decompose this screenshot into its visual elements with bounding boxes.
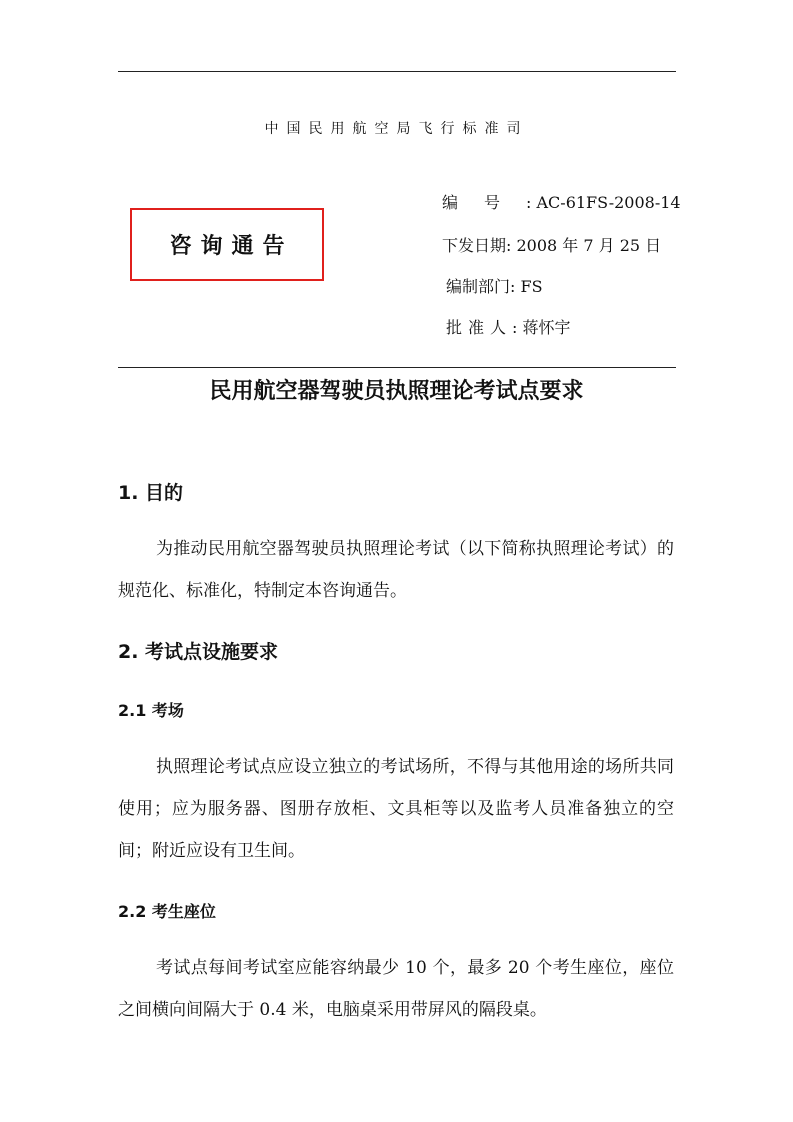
- section-2-2-paragraph: 考试点每间考试室应能容纳最少 10 个，最多 20 个考生座位，座位之间横向间隔大于 0.4 米，电脑桌采用带屏风的隔段桌。: [118, 958, 674, 1020]
- meta-approver-value: : 蒋怀宇: [512, 318, 571, 337]
- meta-date: [442, 233, 661, 256]
- notice-type-label: 咨询通告: [169, 233, 294, 259]
- meta-date-value: : 2008 年 7 月 25 日: [506, 236, 662, 255]
- header-top-rule: [118, 71, 676, 72]
- section-2-1-heading: 2.1 考场: [118, 701, 184, 720]
- meta-dept-value: : FS: [510, 277, 543, 296]
- section-2-heading: 2. 考试点设施要求: [118, 641, 279, 663]
- section-1-heading: 1. 目的: [118, 482, 184, 504]
- meta-date-label: 下发日期: [442, 236, 507, 255]
- section-2-1-paragraph: 执照理论考试点应设立独立的考试场所，不得与其他用途的场所共同使用；应为服务器、图册存放柜、文具柜等以及监考人员准备独立的空间；附近应设有卫生间。: [118, 757, 674, 861]
- header-bottom-rule: [118, 367, 676, 368]
- section-1-paragraph: 为推动民用航空器驾驶员执照理论考试（以下简称执照理论考试）的规范化、标准化，特制定本咨询通告。: [118, 539, 674, 601]
- meta-dept: [446, 274, 543, 297]
- meta-number-label: 编号: [442, 193, 527, 212]
- section-2-2-heading: 2.2 考生座位: [118, 902, 216, 921]
- meta-number: [442, 190, 681, 213]
- meta-approver-label: 批准人: [446, 318, 513, 337]
- meta-dept-label: 编制部门: [446, 277, 511, 296]
- notice-type-box: [130, 208, 324, 281]
- document-title: 民用航空器驾驶员执照理论考试点要求: [209, 379, 584, 404]
- meta-number-value: : AC-61FS-2008-14: [526, 193, 681, 212]
- meta-approver: [446, 315, 571, 338]
- issuing-agency: 中国民用航空局飞行标准司: [264, 121, 529, 137]
